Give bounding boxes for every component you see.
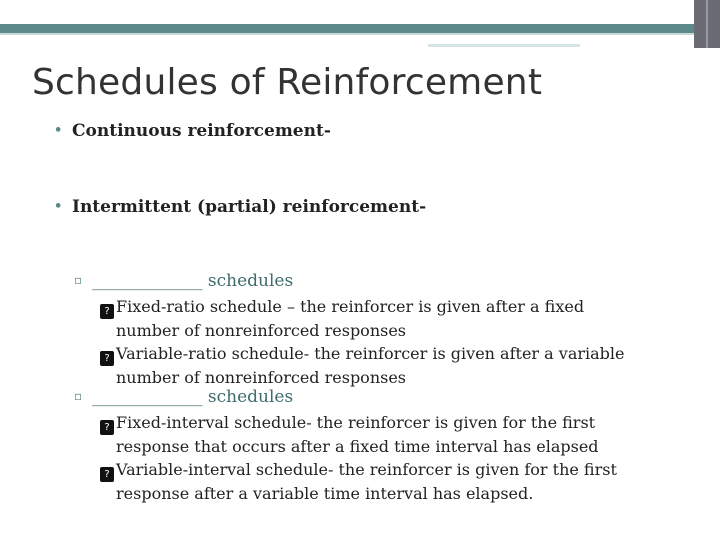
missing-glyph-icon: ? [100,304,114,319]
fill-in-blank: _____________ [92,387,203,407]
corner-stripe [706,0,708,48]
detail-variable-ratio [100,342,624,390]
detail-line: Variable-interval schedule- the reinforcer is given for the first [116,460,617,479]
detail-line: Fixed-interval schedule- the reinforcer is given for the first [116,413,596,432]
subsection-ratio-heading [74,271,293,291]
detail-line: Fixed-ratio schedule – the reinforcer is given after a fixed [116,297,585,316]
bullet-intermittent [54,197,426,217]
bullet-text: Intermittent (partial) reinforcement- [72,197,427,217]
missing-glyph-icon: ? [100,467,114,482]
square-bullet-icon: ▫ [74,273,83,287]
detail-variable-interval [100,458,617,506]
square-bullet-icon: ▫ [74,389,83,403]
header-bar-highlight [0,33,720,35]
bullet-dot-icon: • [54,123,63,138]
detail-line-continued: response that occurs after a fixed time interval has elapsed [116,437,599,456]
bullet-text: Continuous reinforcement- [72,121,331,141]
detail-line: Variable-ratio schedule- the reinforcer is given after a variable [116,344,625,363]
detail-line-continued: number of nonreinforced responses [116,368,407,387]
header-bar [0,24,720,33]
fill-in-blank: _____________ [92,271,203,291]
detail-fixed-ratio [100,295,584,343]
detail-line-continued: response after a variable time interval has elapsed. [116,484,534,503]
subsection-label: schedules [207,387,294,407]
bullet-continuous [54,121,331,141]
slide-title: Schedules of Reinforcement [32,62,543,103]
title-accent-line [428,44,580,47]
missing-glyph-icon: ? [100,351,114,366]
subsection-interval-heading [74,387,293,407]
detail-fixed-interval [100,411,599,459]
subsection-label: schedules [207,271,294,291]
bullet-dot-icon: • [54,199,63,214]
detail-line-continued: number of nonreinforced responses [116,321,407,340]
missing-glyph-icon: ? [100,420,114,435]
